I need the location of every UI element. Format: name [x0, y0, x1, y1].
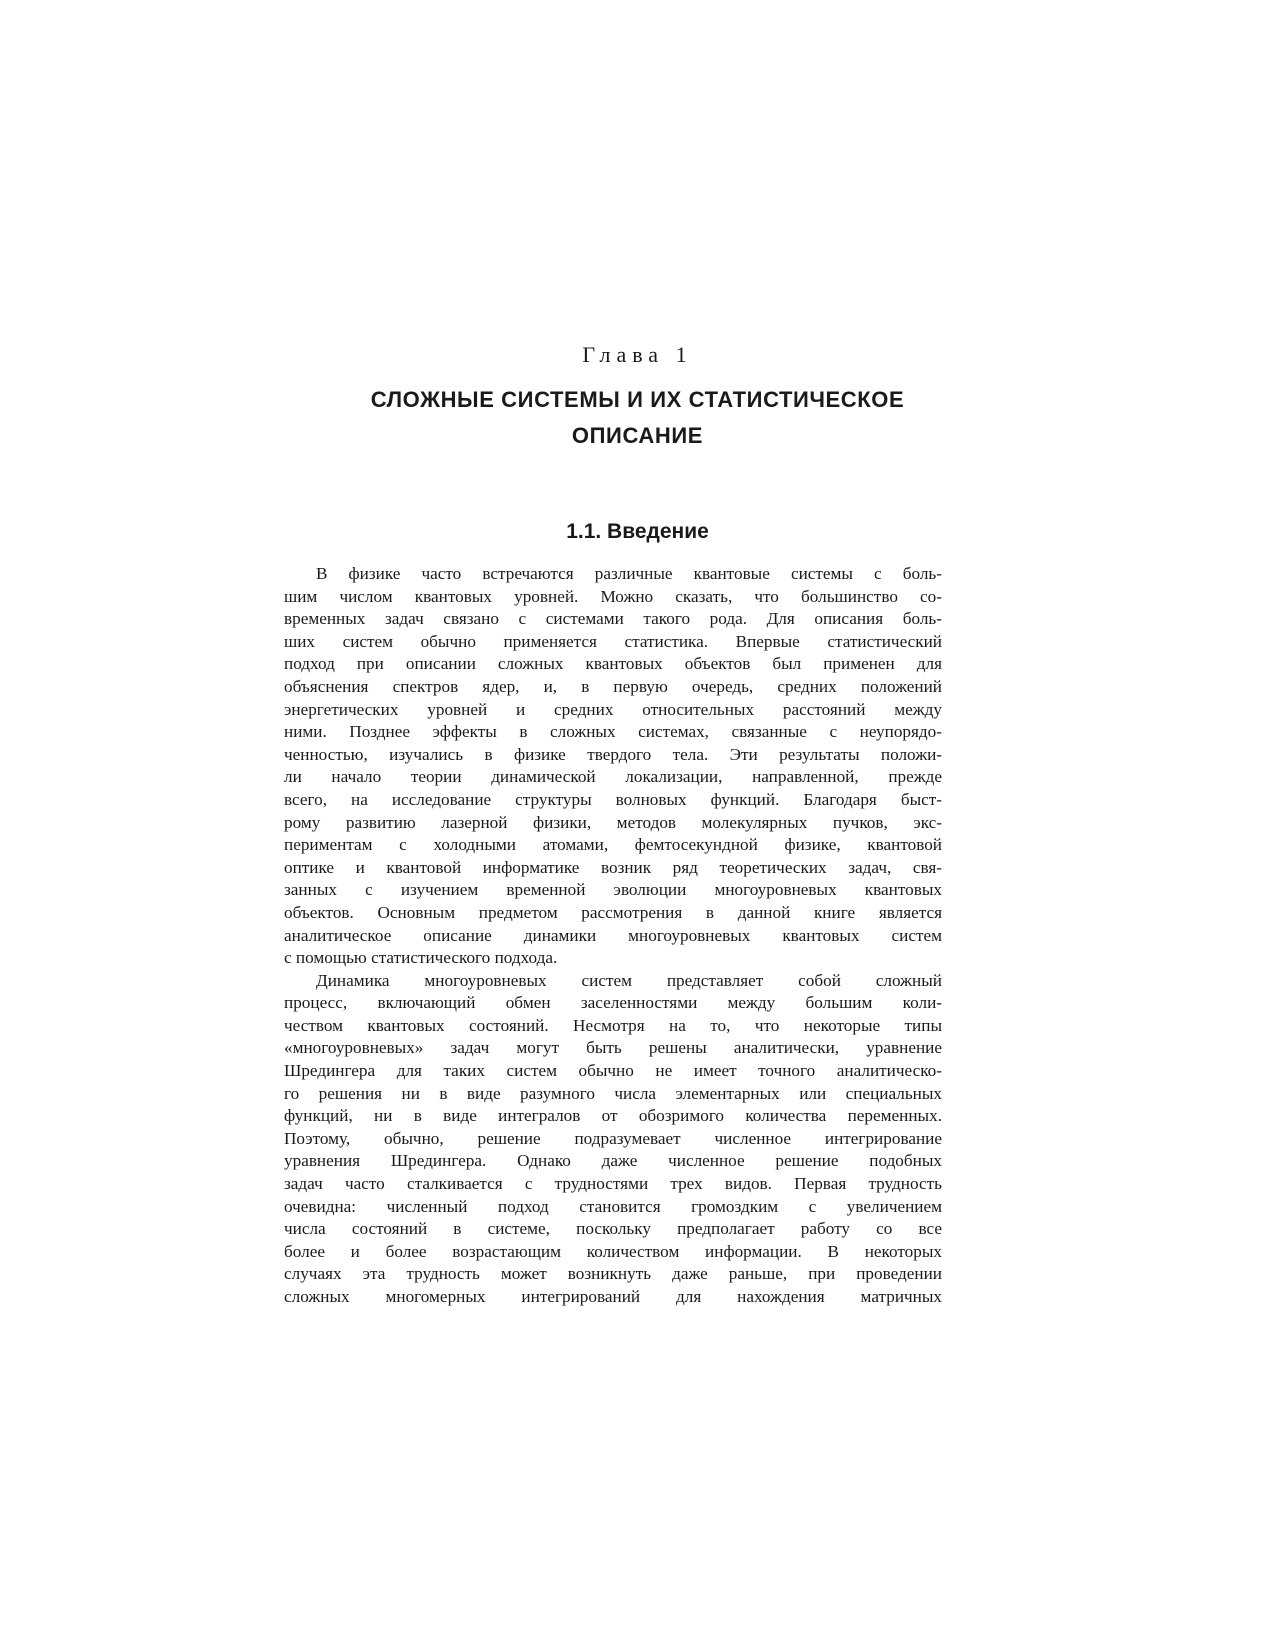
text-line: оптике и квантовой информатике возник ряд теоретических задач, свя-: [284, 857, 942, 877]
text-line: «многоуровневых» задач могут быть решены аналитически, уравнение: [284, 1038, 942, 1058]
text-line: временных задач связано с системами такого рода. Для описания боль-: [284, 609, 942, 629]
text-line: всего, на исследование структуры волновых функций. Благодаря быст-: [284, 789, 942, 809]
text-line: ними. Позднее эффекты в сложных системах, связанные с неупорядо-: [284, 722, 942, 742]
text-line: более и более возрастающим количеством информации. В некоторых: [284, 1241, 942, 1261]
text-line: Шредингера для таких систем обычно не имеет точного аналитическо-: [284, 1061, 942, 1081]
text-line: ли начало теории динамической локализации, направленной, прежде: [284, 767, 942, 787]
section-title: 1.1. Введение: [566, 520, 709, 543]
text-line: В физике часто встречаются различные квантовые системы с боль-: [316, 564, 942, 583]
text-line: случаях эта трудность может возникнуть даже раньше, при проведении: [284, 1264, 942, 1284]
text-line: сложных многомерных интегрирований для нахождения матричных: [284, 1287, 942, 1306]
paragraph-2: [284, 970, 942, 1309]
chapter-title-line-2: ОПИСАНИЕ: [571, 423, 704, 448]
text-line: чеством квантовых состояний. Несмотря на то, что некоторые типы: [284, 1015, 942, 1035]
text-line: числа состояний в системе, поскольку предполагает работу со все: [284, 1219, 942, 1239]
text-line: задач часто сталкивается с трудностями трех видов. Первая трудность: [284, 1174, 942, 1194]
text-line: процесс, включающий обмен заселенностями между большим коли-: [284, 993, 942, 1013]
chapter-title: [270, 382, 1005, 454]
paragraph-1: [284, 563, 942, 970]
text-line: го решения ни в виде разумного числа элементарных или специальных: [284, 1083, 942, 1103]
text-line: шим числом квантовых уровней. Можно сказать, что большинство со-: [284, 586, 942, 606]
text-line: аналитическое описание динамики многоуровневых квантовых систем: [284, 925, 942, 945]
text-line: объяснения спектров ядер, и, в первую очередь, средних положений: [284, 676, 942, 696]
text-line: с помощью статистического подхода.: [284, 948, 558, 968]
text-line: подход при описании сложных квантовых объектов был применен для: [284, 654, 942, 674]
text-line: Поэтому, обычно, решение подразумевает численное интегрирование: [284, 1128, 942, 1148]
text-line: ченностью, изучались в физике твердого тела. Эти результаты положи-: [284, 744, 942, 764]
text-line: уравнения Шредингера. Однако даже численное решение подобных: [284, 1151, 942, 1171]
text-line: объектов. Основным предметом рассмотрения в данной книге является: [284, 902, 942, 922]
text-line: функций, ни в виде интегралов от обозримого количества переменных.: [284, 1106, 942, 1126]
text-line: очевидна: численный подход становится громоздким с увеличением: [284, 1196, 942, 1216]
text-line: периментам с холодными атомами, фемтосекундной физике, квантовой: [284, 835, 942, 855]
chapter-title-line-1: СЛОЖНЫЕ СИСТЕМЫ И ИХ СТАТИСТИЧЕСКОЕ: [370, 387, 905, 412]
text-line: ших систем обычно применяется статистика. Впервые статистический: [284, 631, 942, 651]
text-line: Динамика многоуровневых систем представляет собой сложный: [316, 970, 942, 990]
chapter-label: Глава 1: [582, 342, 693, 367]
text-line: занных с изучением временной эволюции многоуровневых квантовых: [284, 880, 942, 900]
text-line: рому развитию лазерной физики, методов молекулярных пучков, экс-: [284, 812, 942, 832]
text-line: энергетических уровней и средних относительных расстояний между: [284, 699, 942, 719]
body-text: [284, 563, 942, 1309]
